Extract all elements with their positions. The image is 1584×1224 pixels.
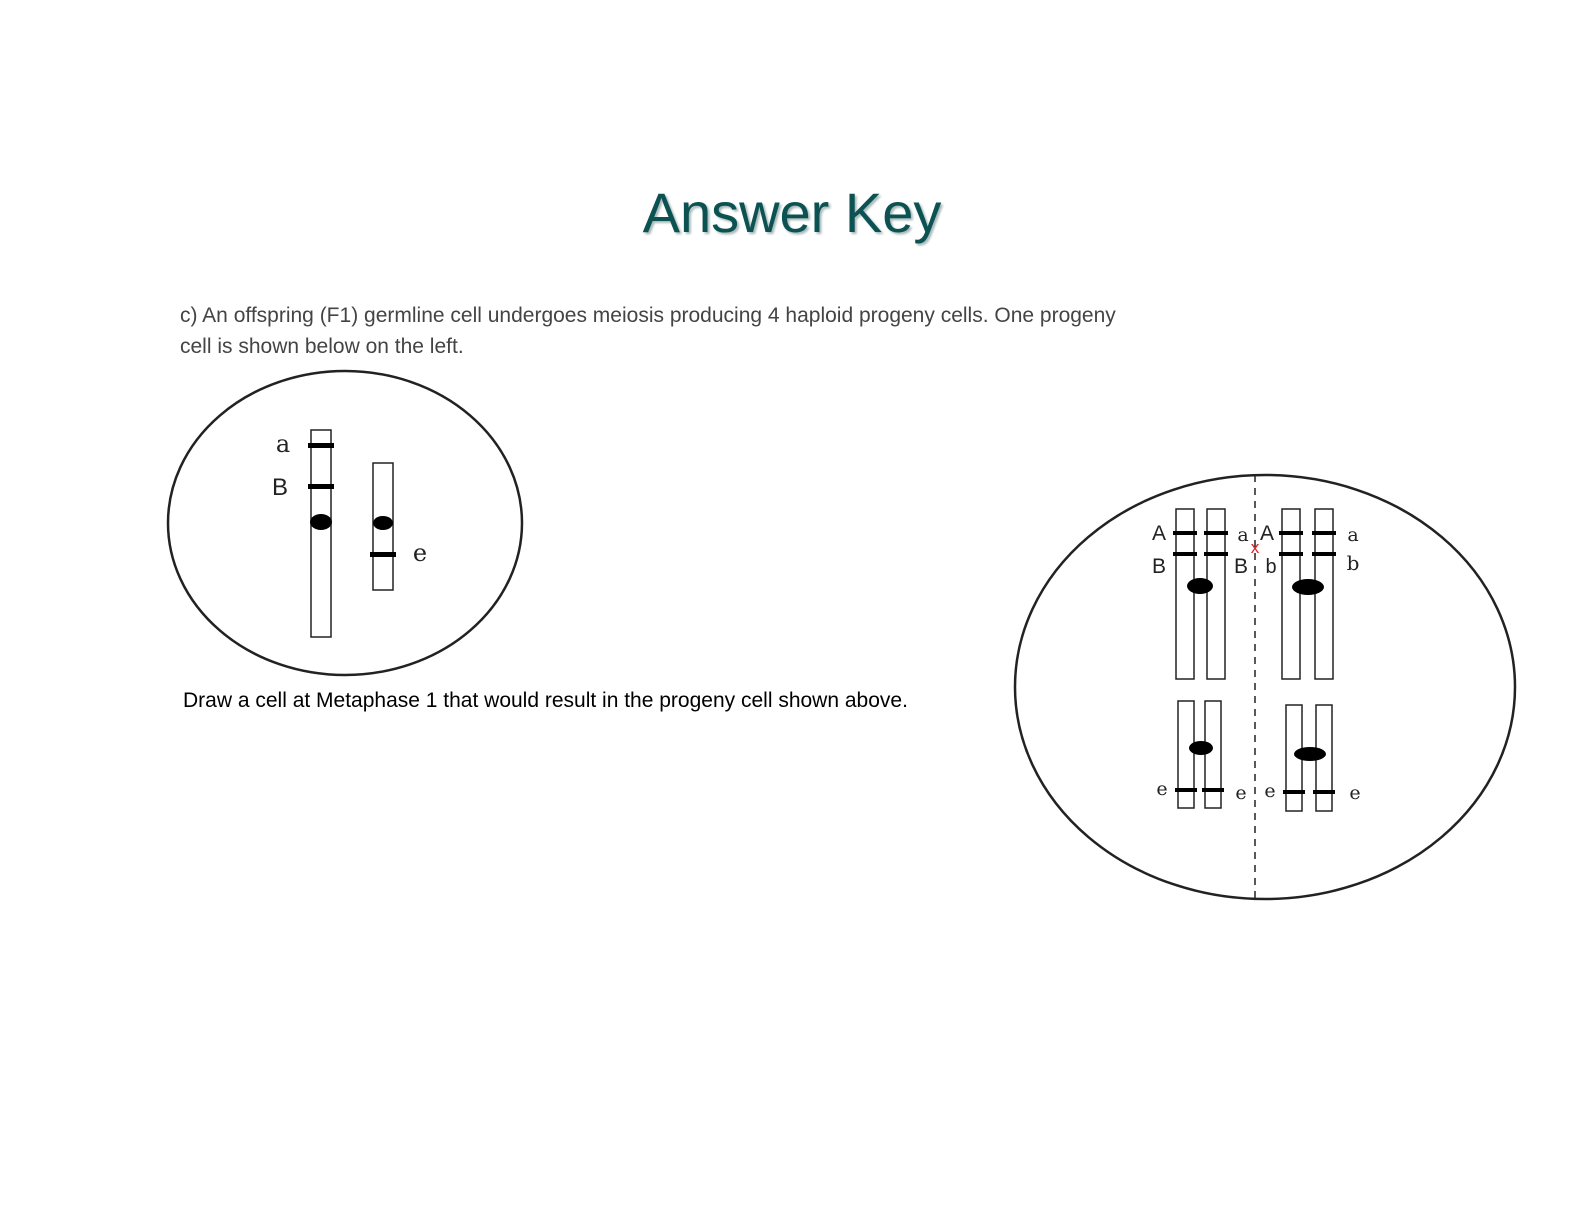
centromere — [310, 514, 332, 530]
locus-band-a — [308, 443, 334, 448]
chromatid — [311, 430, 331, 637]
centromere — [1294, 747, 1326, 761]
locus-band — [1204, 531, 1228, 535]
crossover-mark: x — [1250, 538, 1260, 557]
progeny-cell — [168, 371, 522, 675]
progeny-label-a: a — [275, 430, 291, 458]
homolog-right-e — [1283, 705, 1335, 811]
centromere — [1187, 578, 1213, 594]
label-B-mid: B — [1233, 555, 1249, 578]
slide-title: Answer Key — [642, 181, 942, 244]
homolog-left-e — [1175, 701, 1224, 808]
locus-band — [1283, 790, 1305, 794]
label-e-3: e — [1264, 780, 1276, 802]
label-e-1: e — [1156, 778, 1168, 800]
label-a-mid: a — [1237, 524, 1249, 546]
locus-band — [1312, 552, 1336, 556]
label-A-mid: A — [1259, 522, 1275, 545]
label-e-2: e — [1235, 782, 1247, 804]
locus-band — [1173, 552, 1197, 556]
progeny-cell-membrane — [168, 371, 522, 675]
locus-band — [1175, 788, 1197, 792]
progeny-chromosome-short — [370, 463, 396, 590]
metaphase-cell — [1015, 475, 1515, 900]
question-text: c) An offspring (F1) germline cell undergoes meiosis producing 4 haploid progeny cells. One progeny cell is shown below on the left. — [180, 304, 1116, 358]
locus-band — [1279, 552, 1303, 556]
homolog-right-ab — [1279, 509, 1336, 679]
locus-band — [1312, 531, 1336, 535]
progeny-label-e: e — [412, 539, 428, 567]
locus-band — [1173, 531, 1197, 535]
instruction-text: Draw a cell at Metaphase 1 that would result in the progeny cell shown above. — [183, 689, 908, 712]
label-b-right: b — [1346, 551, 1360, 575]
label-b-mid: b — [1265, 556, 1277, 578]
locus-band-B — [308, 484, 334, 489]
centromere — [373, 516, 393, 530]
label-A-left: A — [1151, 522, 1167, 545]
locus-band — [1313, 790, 1335, 794]
locus-band — [1279, 531, 1303, 535]
progeny-chromosome-long — [308, 430, 334, 637]
locus-band — [1202, 788, 1224, 792]
homolog-left-AB — [1173, 509, 1228, 679]
label-a-right: a — [1347, 524, 1359, 546]
locus-band-e — [370, 552, 396, 557]
centromere — [1189, 741, 1213, 755]
progeny-label-B: B — [271, 474, 289, 501]
centromere — [1292, 579, 1324, 595]
label-e-4: e — [1349, 782, 1361, 804]
locus-band — [1204, 552, 1228, 556]
label-B-left: B — [1151, 555, 1167, 578]
